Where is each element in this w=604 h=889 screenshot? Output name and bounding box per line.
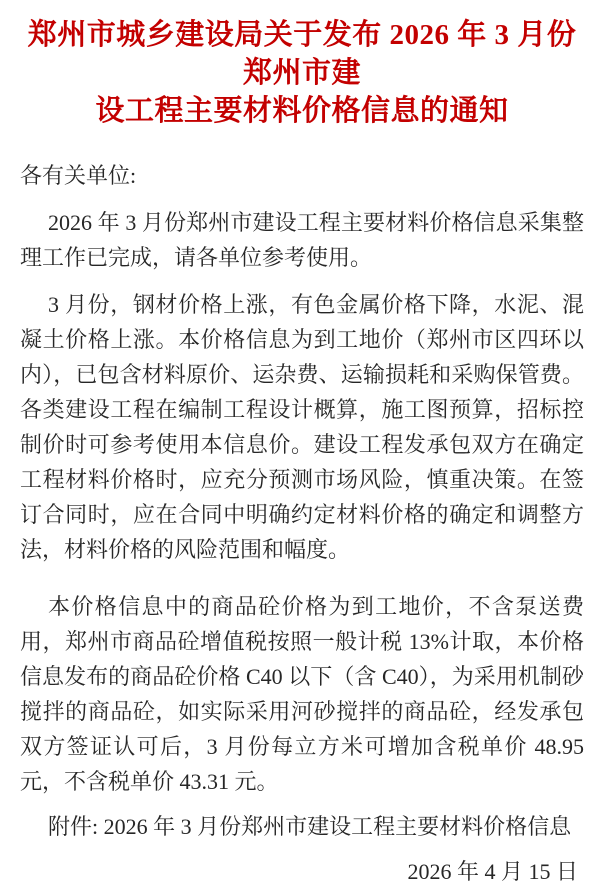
notice-title-line-2: 设工程主要材料价格信息的通知 [95,95,509,127]
paragraph-price-trends: 3 月份，钢材价格上涨，有色金属价格下降，水泥、混凝土价格上涨。本价格信息为到工地价（郑州市区四环以内），已包含材料原价、运杂费、运输损耗和采购保管费。各类建设工程在编制工程设计概算，施工图预算，招标控制价时可参考使用本信息价。建设工程发承包双方在确定工程材料价格时，应充分预测市场风险，慎重决策。在签订合同时，应在合同中明确约定材料价格的确定和调整方法，材料价格的风险范围和幅度。 [20,292,584,562]
salutation: 各有关单位: [20,163,137,188]
attachment-line: 附件: 2026 年 3 月份郑州市建设工程主要材料价格信息 [48,814,572,839]
notice-title [20,16,584,130]
paragraph-concrete-pricing: 本价格信息中的商品砼价格为到工地价，不含泵送费用，郑州市商品砼增值税按照一般计税 13%计取，本价格信息发布的商品砼价格 C40 以下（含 C40），为采用机制砂搅拌的商品砼，如实际采用河砂搅拌的商品砼，经发承包双方签证认可后，3 月份每立方米可增加含税单价 48.95 元，不含税单价 43.31 元。 [20,594,584,794]
notice-body [20,158,584,889]
paragraph-completion-notice: 2026 年 3 月份郑州市建设工程主要材料价格信息采集整理工作已完成，请各单位参考使用。 [20,210,584,270]
issue-date: 2026 年 4 月 15 日 [407,859,578,884]
notice-title-line-1: 郑州市城乡建设局关于发布 2026 年 3 月份郑州市建 [27,19,577,89]
